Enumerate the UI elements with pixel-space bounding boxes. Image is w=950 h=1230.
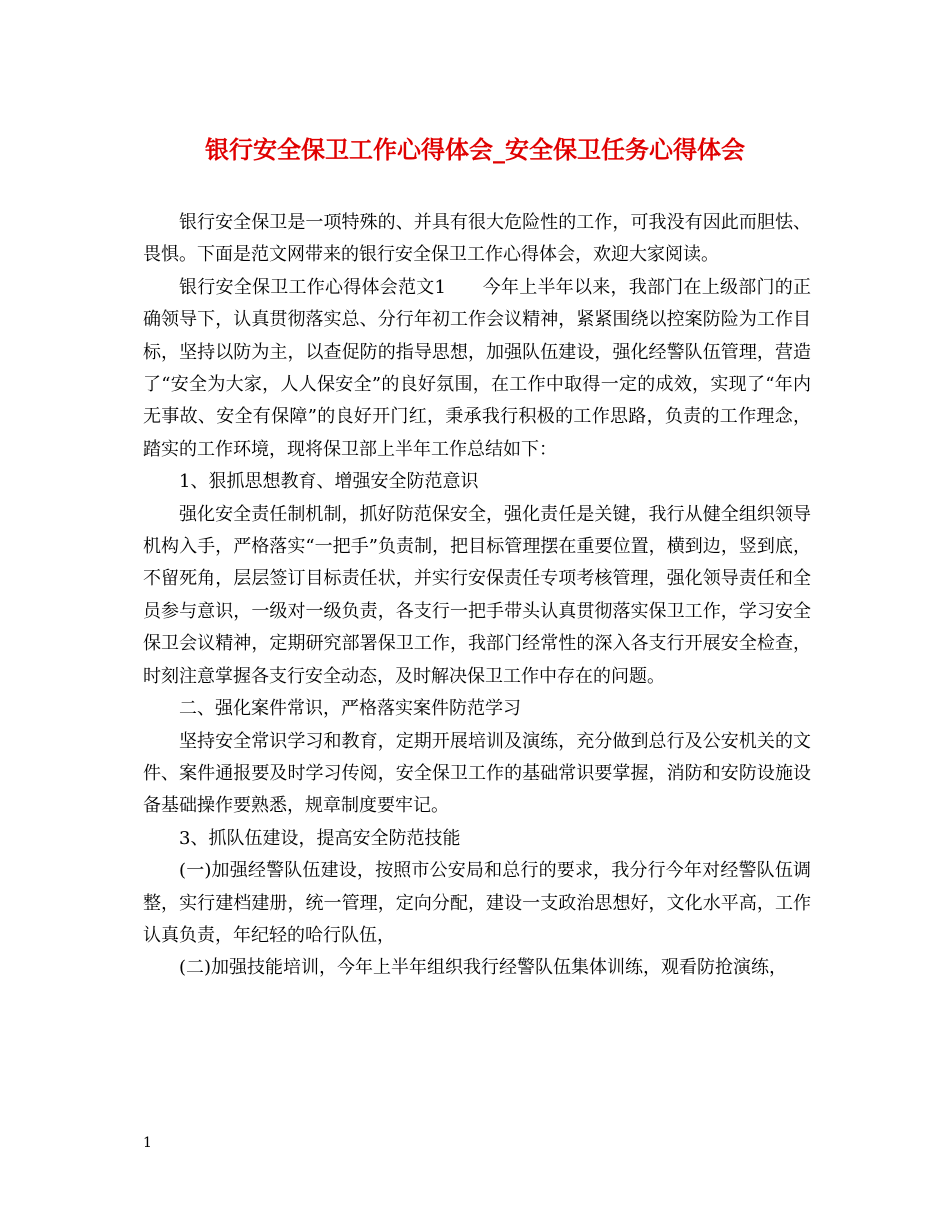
- paragraph-intro: 银行安全保卫是一项特殊的、并具有很大危险性的工作，可我没有因此而胆怯、畏惧。下面是范文网带来的银行安全保卫工作心得体会，欢迎大家阅读。: [143, 212, 811, 266]
- section-heading-3: 3、抓队伍建设，提高安全防范技能: [179, 827, 461, 849]
- document-body: [143, 207, 811, 985]
- section-heading-1: 1、狠抓思想教育、增强安全防范意识: [179, 471, 479, 493]
- paragraph-sample-1: 银行安全保卫工作心得体会范文1 今年上半年以来，我部门在上级部门的正确领导下，认真贯彻落实总、分行年初工作会议精神，紧紧围绕以控案防险为工作目标，坚持以防为主，以查促防的指导思想，加强队伍建设，强化经警队伍管理，营造了“安全为大家，人人保安全”的良好氛围，在工作中取得一定的成效，实现了“年内无事故、安全有保障”的良好开门红，秉承我行积极的工作思路，负责的工作理念，踏实的工作环境，现将保卫部上半年工作总结如下：: [143, 276, 811, 460]
- section-heading-2: 二、强化案件常识，严格落实案件防范学习: [179, 698, 521, 720]
- paragraph-team-building: (一)加强经警队伍建设，按照市公安局和总行的要求，我分行今年对经警队伍调整，实行建档建册，统一管理，定向分配，建设一支政治思想好，文化水平高，工作认真负责，年纪轻的哈行队伍，: [143, 860, 811, 946]
- document-title: 银行安全保卫工作心得体会_安全保卫任务心得体会: [205, 135, 745, 164]
- paragraph-safety-knowledge: 坚持安全常识学习和教育，定期开展培训及演练，充分做到总行及公安机关的文件、案件通报要及时学习传阅，安全保卫工作的基础常识要掌握，消防和安防设施设备基础操作要熟悉，规章制度要牢记。: [143, 730, 811, 817]
- paragraph-responsibility: 强化安全责任制机制，抓好防范保安全，强化责任是关键，我行从健全组织领导机构入手，严格落实“一把手”负责制，把目标管理摆在重要位置，横到边，竖到底，不留死角，层层签订目标责任状，并实行安保责任专项考核管理，强化领导责任和全员参与意识，一级对一级负责，各支行一把手带头认真贯彻落实保卫工作，学习安全保卫会议精神，定期研究部署保卫工作，我部门经常性的深入各支行开展安全检查，时刻注意掌握各支行安全动态，及时解决保卫工作中存在的问题。: [143, 503, 811, 687]
- page-number: 1: [143, 1135, 152, 1151]
- paragraph-skill-training: (二)加强技能培训，今年上半年组织我行经警队伍集体训练，观看防抢演练，: [179, 957, 788, 979]
